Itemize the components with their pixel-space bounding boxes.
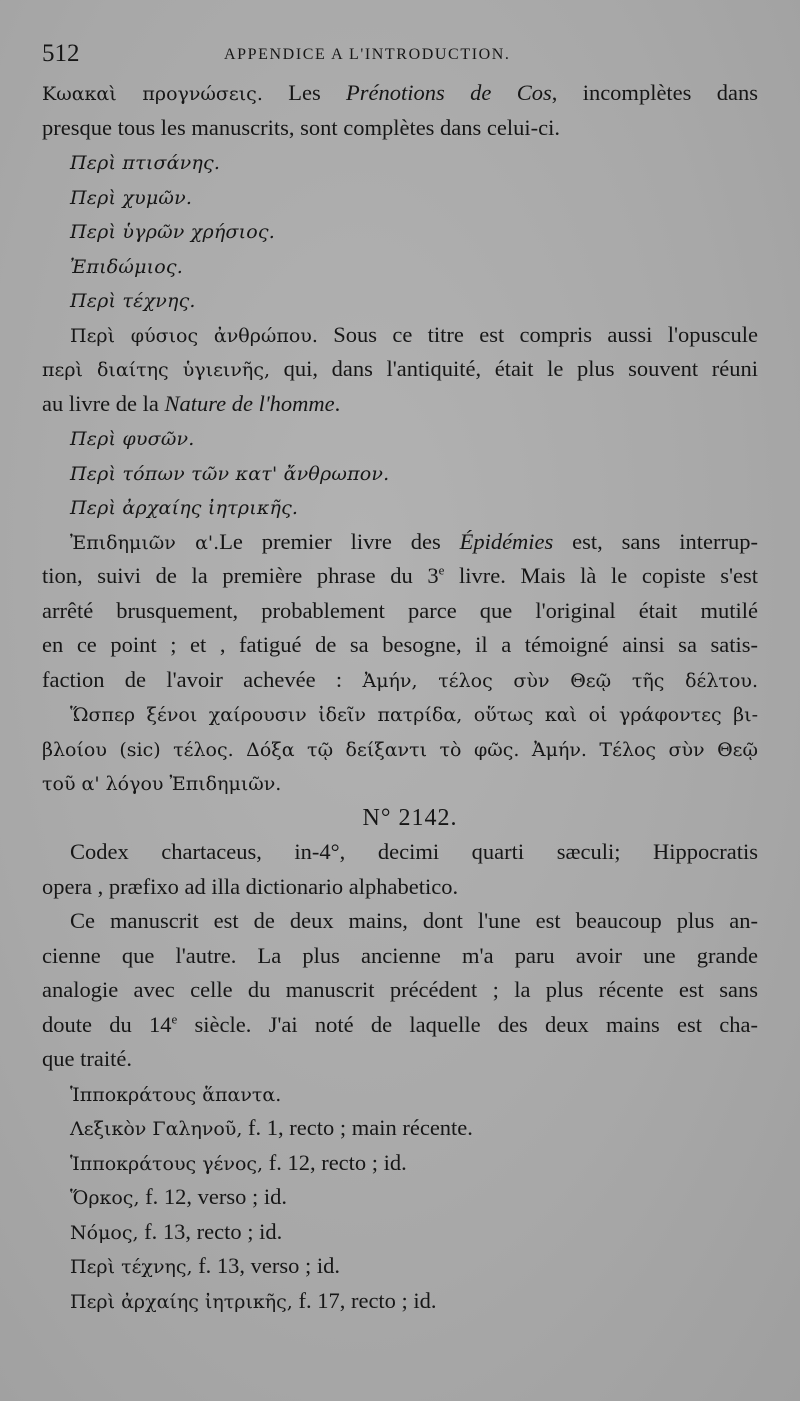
- text-run: f. 17, recto ; id.: [292, 1287, 437, 1313]
- text-run: presque tous les manuscrits, sont complètes dans celui-ci.: [42, 114, 561, 140]
- text-line: [42, 145, 758, 180]
- text-run: f. 13, verso ; id.: [192, 1253, 341, 1278]
- section-heading: [42, 801, 758, 836]
- text-run: tion, suivi de la première phrase du 3: [42, 563, 439, 588]
- text-line: [42, 870, 758, 905]
- text-run: .: [334, 390, 341, 416]
- text-run: Codex chartaceus, in-4°, decimi quarti sæculi; Hippocratis: [70, 839, 758, 864]
- text-line: [42, 628, 758, 663]
- greek-text: Νόμος,: [70, 1221, 139, 1244]
- greek-text: Περὶ τέχνης,: [70, 1256, 193, 1278]
- superscript: e: [438, 562, 445, 578]
- text-run: siècle. J'ai noté de laquelle des deux mains est cha-: [177, 1011, 758, 1037]
- text-line: [42, 939, 758, 974]
- greek-text: Περὶ τέχνης.: [70, 290, 196, 312]
- text-line: [42, 214, 758, 249]
- italic-title: Épidémies: [459, 528, 554, 554]
- greek-text: Περὶ ἀρχαίης ἰητρικῆς.: [70, 497, 299, 519]
- text-run: Sous ce titre est compris aussi l'opuscule: [317, 321, 758, 347]
- text-run: est, sans interrup-: [553, 528, 758, 554]
- text-run: f. 1, recto ; main récente.: [242, 1115, 473, 1140]
- greek-text: Περὶ φύσιος ἀνθρώπου.: [70, 324, 318, 347]
- italic-title: Nature de l'homme: [164, 390, 335, 416]
- text-line: [42, 1042, 758, 1077]
- greek-text: Ὥσπερ ξένοι χαίρουσιν ἰδεῖν πατρίδα, οὕτως καὶ οἱ γράφοντες βι-: [70, 704, 758, 726]
- text-line: [42, 1215, 758, 1250]
- text-line: [42, 111, 758, 146]
- body-text: [42, 76, 758, 1318]
- text-run: que traité.: [42, 1046, 132, 1071]
- text-run: en ce point ; et , fatigué de sa besogne, il a témoigné ainsi sa satis-: [42, 632, 758, 657]
- italic-title: Prénotions de Cos: [346, 80, 552, 105]
- greek-text: Περὶ ἀρχαίης ἰητρικῆς,: [70, 1290, 293, 1313]
- greek-text: Ἱπποκράτους ἅπαντα.: [70, 1083, 282, 1106]
- text-line: [42, 456, 758, 491]
- greek-text: Κωακαὶ προγνώσεις.: [42, 83, 263, 105]
- text-run: f. 13, recto ; id.: [138, 1218, 283, 1244]
- text-line: [42, 1284, 758, 1319]
- text-run: faction de l'avoir achevée :: [42, 666, 363, 692]
- text-line: [42, 1146, 758, 1181]
- greek-text: Ἀμήν, τέλος σὺν Θεῷ τῆς δέλτου.: [362, 669, 758, 692]
- greek-text: Λεξικὸν Γαληνοῦ,: [70, 1118, 243, 1140]
- text-line: [42, 283, 758, 318]
- text-run: opera , præfixo ad illa dictionario alphabetico.: [42, 873, 459, 899]
- greek-text: περὶ διαίτης ὑγιεινῆς,: [42, 359, 270, 381]
- text-line: [42, 766, 758, 801]
- greek-text: Ὅρκος,: [70, 1187, 140, 1209]
- text-run: analogie avec celle du manuscrit précédent ; la plus récente est sans: [42, 977, 758, 1002]
- text-line: [42, 525, 758, 560]
- text-line: [42, 249, 758, 284]
- text-run: Ce manuscrit est de deux mains, dont l'une est beaucoup plus an-: [70, 908, 758, 933]
- greek-text: Ἱπποκράτους γένος,: [70, 1152, 264, 1175]
- text-line: [42, 732, 758, 767]
- text-line: [42, 352, 758, 387]
- text-run: au livre de la: [42, 390, 165, 416]
- text-run: , incomplètes dans: [551, 80, 758, 105]
- text-line: [42, 490, 758, 525]
- text-line: [42, 835, 758, 870]
- superscript: e: [171, 1011, 178, 1026]
- text-line: [42, 559, 758, 594]
- greek-text: Ἐπιδώμιος.: [70, 255, 183, 278]
- text-run: Les: [262, 80, 347, 105]
- text-line: [42, 318, 758, 353]
- text-run: livre. Mais là le copiste s'est: [444, 563, 758, 588]
- running-head: APPENDICE A L'INTRODUCTION.: [224, 46, 511, 63]
- text-run: qui, dans l'antiquité, était le plus souvent réuni: [270, 356, 758, 381]
- text-line: [42, 1249, 758, 1284]
- greek-text: Περὶ φυσῶν.: [70, 428, 195, 450]
- greek-text: Ἐπιδημιῶν α'.: [70, 531, 220, 554]
- text-run: f. 12, recto ; id.: [263, 1149, 407, 1175]
- greek-text: τοῦ α' λόγου Ἐπιδημιῶν.: [42, 773, 282, 795]
- text-line: [42, 697, 758, 732]
- text-run: arrêté brusquement, probablement parce que l'original était mutilé: [42, 597, 758, 623]
- text-line: [42, 180, 758, 215]
- page-number: 512: [42, 40, 80, 67]
- text-line: [42, 387, 758, 422]
- text-line: [42, 973, 758, 1008]
- greek-text: Περὶ τόπων τῶν κατ' ἄνθρωπον.: [70, 462, 390, 485]
- greek-text: Περὶ πτισάνης.: [70, 152, 221, 174]
- text-line: [42, 904, 758, 939]
- text-line: [42, 1008, 758, 1043]
- text-line: [42, 1077, 758, 1112]
- text-line: [42, 663, 758, 698]
- text-line: [42, 1180, 758, 1215]
- text-run: Le premier livre des: [219, 528, 460, 554]
- text-run: doute du 14: [42, 1011, 172, 1037]
- text-line: [42, 76, 758, 111]
- greek-text: Περὶ ὑγρῶν χρήσιος.: [70, 221, 275, 243]
- text-run: cienne que l'autre. La plus ancienne m'a paru avoir une grande: [42, 942, 758, 968]
- text-run: f. 12, verso ; id.: [139, 1184, 287, 1209]
- text-line: [42, 594, 758, 629]
- greek-text: Περὶ χυμῶν.: [70, 186, 193, 209]
- greek-text: βλοίου (sic) τέλος. Δόξα τῷ δείξαντι τὸ φῶς. Ἀμήν. Τέλος σὺν Θεῷ: [42, 738, 758, 761]
- text-line: [42, 1111, 758, 1146]
- page-header: [42, 40, 758, 76]
- text-line: [42, 421, 758, 456]
- text-run: N° 2142.: [362, 804, 458, 831]
